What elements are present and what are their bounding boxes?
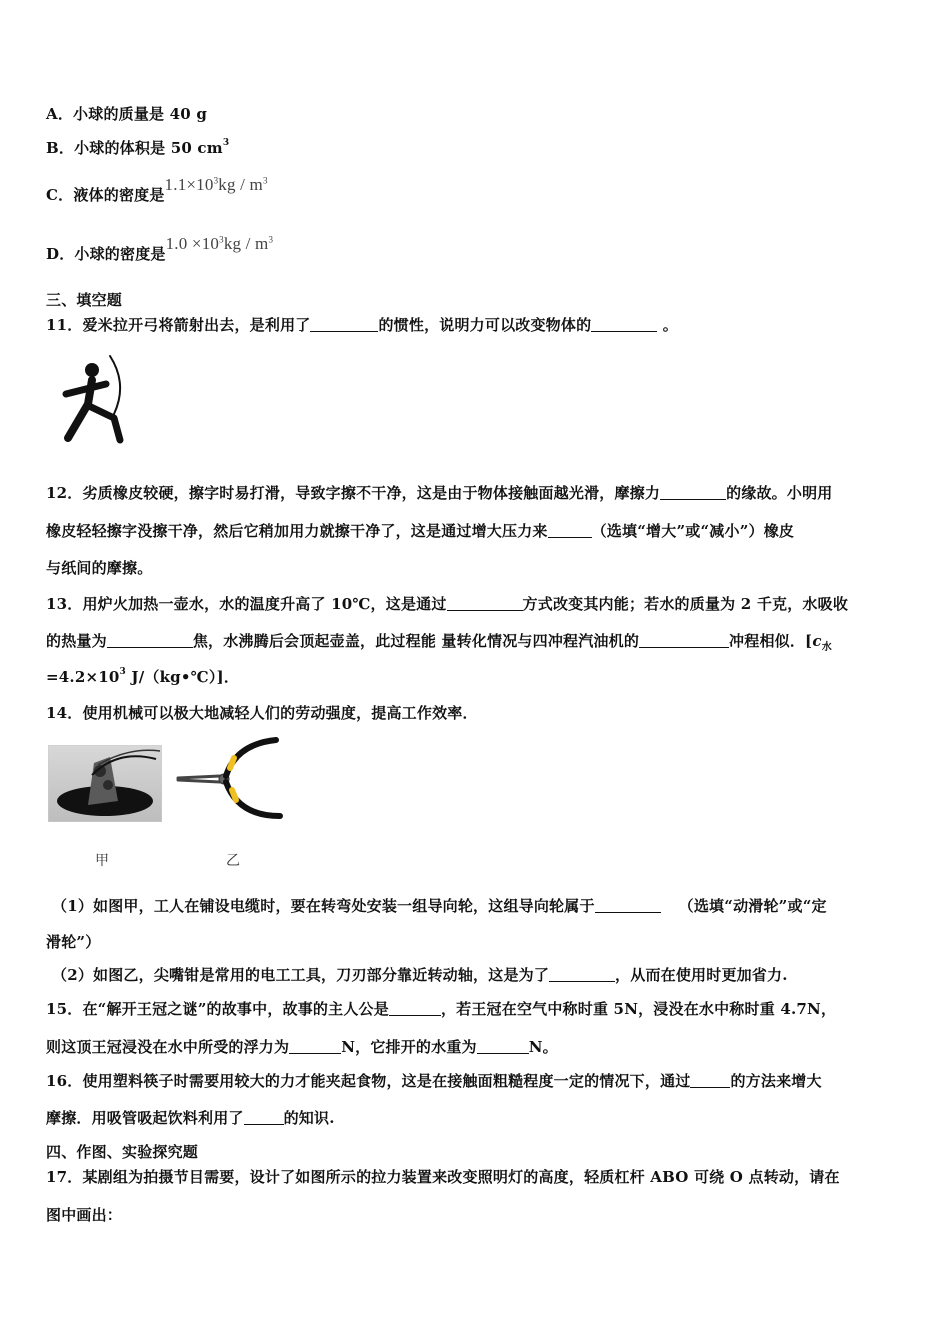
option-a: A．小球的质量是 40 g — [46, 105, 208, 123]
question-11 — [46, 314, 678, 335]
caption-yi: 乙 — [226, 853, 240, 869]
q13-exp: 3 — [119, 667, 126, 677]
question-16-line-2 — [46, 1107, 335, 1128]
q12-text-2a: 橡皮轻轻擦字没擦干净，然后它稍加用力就擦干净了，这是通过增大压力来 — [46, 522, 548, 540]
q14-text-1b: （选填“动滑轮”或“定 — [678, 897, 827, 915]
option-d-text: D．小球的密度是 — [46, 245, 166, 263]
q14-text-1a: （1）如图甲，工人在铺设电缆时，要在转弯处安装一组导向轮，这组导向轮属于 — [52, 897, 595, 915]
option-d-formula-base: 1.0 ×10 — [165, 234, 220, 253]
pliers-jaw-bottom — [178, 780, 220, 782]
q16-blank-2[interactable] — [244, 1110, 284, 1125]
option-b-text: B．小球的体积是 50 cm — [46, 139, 223, 157]
option-c-formula-unit-exp: 3 — [262, 175, 268, 186]
q13-blank-1[interactable] — [447, 596, 523, 611]
question-13-line-1 — [46, 593, 848, 614]
section-4-title: 四、作图、实验探究题 — [46, 1143, 199, 1161]
q11-blank-1[interactable] — [310, 317, 378, 332]
option-c-formula — [165, 175, 268, 194]
option-c-formula-unit: kg / m — [218, 175, 263, 194]
bow-icon — [110, 356, 120, 414]
q15-blank-3[interactable] — [477, 1039, 529, 1054]
option-b-sup: 3 — [222, 138, 230, 148]
option-c-formula-exp: 3 — [213, 175, 219, 186]
q16-text-2a: 摩擦．用吸管吸起饮料利用了 — [46, 1109, 244, 1127]
q16-text-2b: 的知识. — [283, 1109, 335, 1127]
question-14-part-1 — [52, 895, 827, 916]
question-17-line-1: 17．某剧组为拍摄节目需要，设计了如图所示的拉力装置来改变照明灯的高度，轻质杠杆 ABO 可绕 O 点转动，请在 — [46, 1168, 840, 1186]
question-16-line-1 — [46, 1070, 822, 1091]
question-15-line-2 — [46, 1036, 558, 1057]
q11-blank-2[interactable] — [591, 317, 657, 332]
option-c-text: C．液体的密度是 — [46, 186, 165, 204]
q12-text-1b: 的缘故。小明用 — [726, 484, 833, 502]
q14-text-2a: （2）如图乙，尖嘴钳是常用的电工工具，刀刃部分靠近转动轴，这是为了 — [52, 966, 550, 984]
option-d-formula-unit: kg / m — [223, 234, 269, 253]
question-13-line-2 — [46, 630, 832, 653]
q16-text-1b: 的方法来增大 — [730, 1072, 822, 1090]
question-12-line-1 — [46, 482, 832, 503]
pliers-jaw-top — [178, 776, 220, 778]
question-12-line-3: 与纸间的摩擦。 — [46, 559, 153, 577]
question-12-line-2 — [46, 520, 794, 541]
cable-pulley-photo — [48, 745, 162, 822]
question-17-line-2: 图中画出： — [46, 1206, 123, 1224]
q13-text-1b: 方式改变其内能；若水的质量为 2 千克，水吸收 — [522, 595, 849, 613]
q12-text-1a: 12．劣质橡皮较硬，擦字时易打滑，导致字擦不干净，这是由于物体接触面越光滑，摩擦力 — [46, 484, 661, 502]
archer-head — [85, 363, 99, 377]
q12-blank-1[interactable] — [660, 485, 726, 500]
q12-text-2b: （选填“增大”或“减小”）橡皮 — [591, 522, 795, 540]
q15-text-2c: N。 — [528, 1038, 558, 1056]
q16-blank-1[interactable] — [690, 1073, 730, 1088]
option-d-formula-exp: 3 — [219, 234, 224, 245]
q15-text-1a: 15．在“解开王冠之谜”的故事中，故事的主人公是 — [46, 1000, 389, 1018]
q13-text-2c: 冲程相似．[ — [729, 632, 813, 650]
question-14-part-2 — [52, 964, 788, 985]
q13-blank-2[interactable] — [107, 633, 193, 648]
caption-jia: 甲 — [95, 853, 109, 869]
question-15-line-1 — [46, 998, 836, 1019]
q12-blank-2[interactable] — [548, 523, 592, 538]
q13-blank-3[interactable] — [639, 633, 729, 648]
option-b — [46, 137, 229, 158]
q11-text-2: 的惯性，说明力可以改变物体的 — [378, 316, 592, 334]
q15-text-2a: 则这顶王冠浸没在水中所受的浮力为 — [46, 1038, 290, 1056]
q13-text-3c: J/（kg•℃）]． — [125, 668, 240, 686]
q15-blank-1[interactable] — [389, 1001, 441, 1016]
q13-subscript-water: 水 — [821, 642, 832, 653]
q13-symbol-c: c — [812, 632, 822, 650]
question-14-part-1-cont: 滑轮”） — [46, 933, 101, 951]
q13-text-3a: =4.2×10 — [46, 668, 120, 686]
q11-text-1: 11．爱米拉开弓将箭射出去，是利用了 — [46, 316, 311, 334]
q15-blank-2[interactable] — [289, 1039, 341, 1054]
needle-nose-pliers — [172, 736, 290, 822]
question-14: 14．使用机械可以极大地减轻人们的劳动强度，提高工作效率． — [46, 704, 478, 722]
q14-blank-2[interactable] — [549, 967, 615, 982]
option-d-formula — [166, 234, 274, 253]
option-c-formula-base: 1.1×10 — [164, 175, 214, 194]
q11-text-3: 。 — [657, 316, 678, 334]
q14-blank-1[interactable] — [595, 898, 661, 913]
option-d — [46, 234, 274, 264]
option-d-formula-unit-exp: 3 — [268, 234, 274, 245]
q15-text-2b: N，它排开的水重为 — [341, 1038, 477, 1056]
question-13-line-3 — [46, 666, 239, 687]
archer-figure — [58, 352, 133, 448]
option-c — [46, 175, 268, 205]
section-3-title: 三、填空题 — [46, 291, 123, 309]
q14-text-2b: ，从而在使用时更加省力. — [615, 966, 788, 984]
q13-text-2b: 焦，水沸腾后会顶起壶盖，此过程能 量转化情况与四冲程汽油机的 — [192, 632, 640, 650]
q13-text-2a: 的热量为 — [46, 632, 107, 650]
q15-text-1b: ，若王冠在空气中称时重 5N，浸没在水中称时重 4.7N， — [440, 1000, 837, 1018]
q16-text-1a: 16．使用塑料筷子时需要用较大的力才能夹起食物，这是在接触面粗糙程度一定的情况下，通过 — [46, 1072, 691, 1090]
q13-text-1a: 13．用炉火加热一壶水，水的温度升高了 10℃，这是通过 — [46, 595, 447, 613]
